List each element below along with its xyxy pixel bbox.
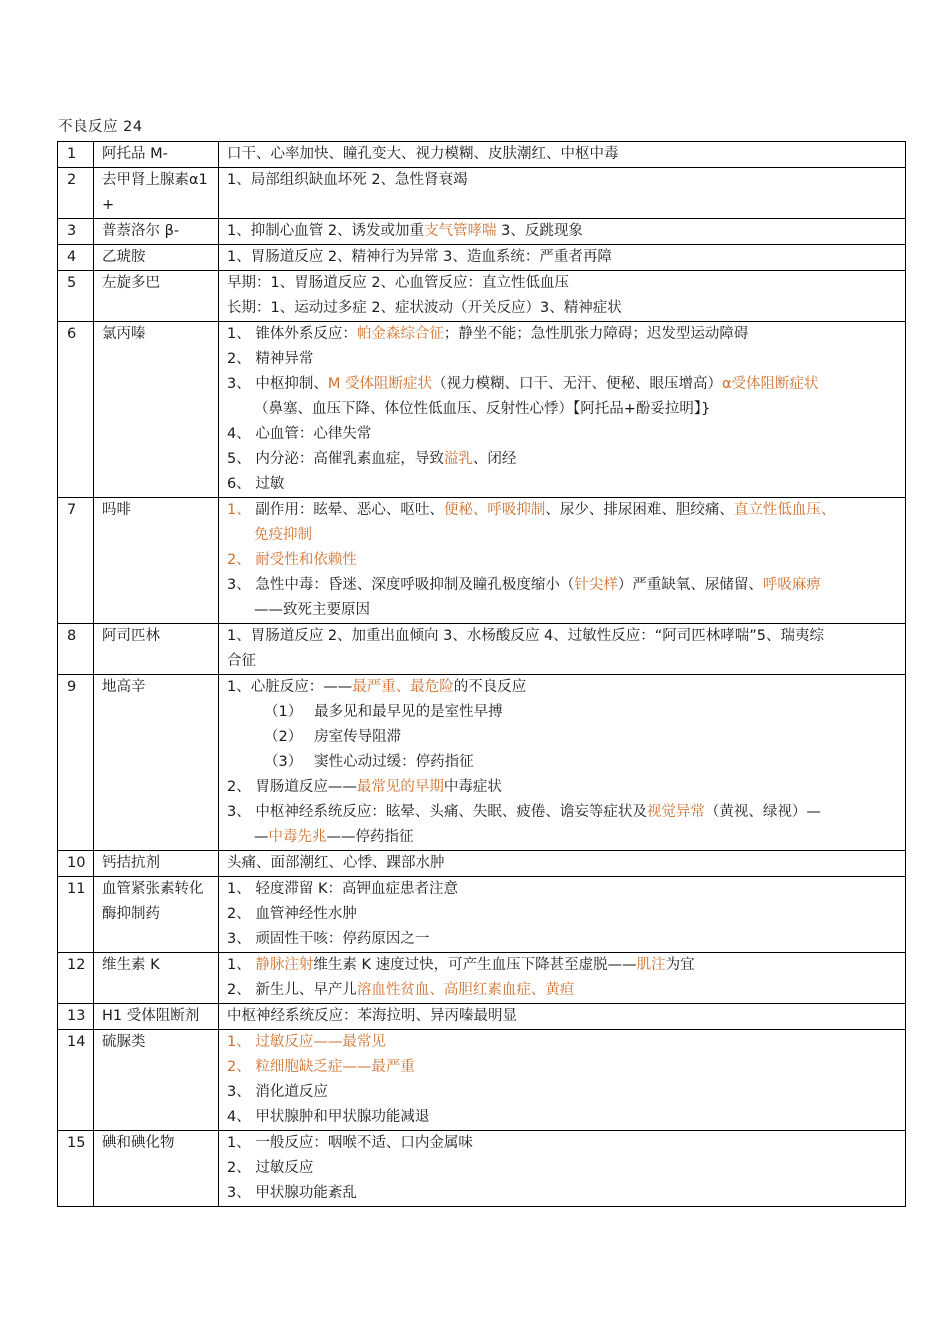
drug-name: 硫脲类 — [94, 1030, 219, 1131]
reaction-text: 1、 轻度滞留 K：高钾血症患者注意 — [227, 881, 458, 897]
row-number: 1 — [58, 142, 94, 168]
reaction-text: 3、 甲状腺功能紊乱 — [227, 1185, 357, 1201]
reaction-text: 4、 甲状腺肿和甲状腺功能减退 — [227, 1109, 430, 1125]
row-number: 10 — [58, 851, 94, 877]
reaction-line — [227, 523, 899, 548]
reaction-cell — [219, 168, 906, 219]
reaction-line — [227, 953, 899, 978]
reaction-text: ）严重缺氧、尿储留、 — [617, 577, 763, 593]
row-number: 7 — [58, 498, 94, 624]
highlighted-text: 呼吸麻痹 — [762, 577, 821, 593]
reaction-line — [227, 825, 899, 850]
row-number: 2 — [58, 168, 94, 219]
reaction-text: 1、局部组织缺血坏死 2、急性肾衰竭 — [227, 172, 468, 188]
reaction-cell — [219, 1131, 906, 1207]
reaction-line — [227, 1181, 899, 1206]
reaction-line — [227, 447, 899, 472]
reaction-text: 2、 胃肠道反应—— — [227, 779, 357, 795]
reaction-text: 1、心脏反应：—— — [227, 679, 353, 695]
reaction-line — [227, 725, 899, 750]
reaction-text: （1） 最多见和最早见的是室性早搏 — [264, 704, 503, 720]
row-number: 5 — [58, 271, 94, 322]
reaction-text: 维生素 K 速度过快，可产生血压下降甚至虚脱—— — [313, 957, 637, 973]
table-row — [58, 1004, 906, 1030]
row-number: 11 — [58, 877, 94, 953]
document-title: 不良反应 24 — [58, 119, 143, 135]
highlighted-text: 1、 — [227, 502, 251, 518]
reaction-text: 3、 消化道反应 — [227, 1084, 328, 1100]
reaction-line — [227, 1004, 899, 1029]
reaction-line — [227, 422, 899, 447]
table-row — [58, 624, 906, 675]
drug-name: 氯丙嗪 — [94, 322, 219, 498]
table-row — [58, 1030, 906, 1131]
reaction-line — [227, 1105, 899, 1130]
row-number: 12 — [58, 953, 94, 1004]
table-row — [58, 675, 906, 851]
highlighted-text: 溶血性贫血、高胆红素血症、黄疸 — [356, 982, 575, 998]
reaction-text: 2、 过敏反应 — [227, 1160, 314, 1176]
adverse-reactions-table — [57, 141, 906, 1207]
reaction-line — [227, 624, 899, 649]
reaction-text: 中毒症状 — [443, 779, 502, 795]
reaction-line — [227, 877, 899, 902]
reaction-line — [227, 1030, 899, 1055]
drug-name: 阿托品 M- — [94, 142, 219, 168]
reaction-text: 1、胃肠道反应 2、精神行为异常 3、造血系统：严重者再障 — [227, 249, 612, 265]
reaction-text: 副作用：眩晕、恶心、呕吐、 — [250, 502, 444, 518]
reaction-text: 4、 心血管：心律失常 — [227, 426, 372, 442]
row-number: 15 — [58, 1131, 94, 1207]
highlighted-text: 2、 耐受性和依赖性 — [227, 552, 357, 568]
reaction-text: 5、 内分泌：高催乳素血症，导致 — [227, 451, 444, 467]
drug-name: 钙拮抗剂 — [94, 851, 219, 877]
reaction-cell — [219, 322, 906, 498]
reaction-text: 3、反跳现象 — [496, 223, 583, 239]
drug-name: 血管紧张素转化酶抑制药 — [94, 877, 219, 953]
table-row — [58, 168, 906, 219]
reaction-line — [227, 573, 899, 598]
row-number: 3 — [58, 219, 94, 245]
reaction-line — [227, 700, 899, 725]
table-row — [58, 498, 906, 624]
reaction-text: 为宜 — [665, 957, 695, 973]
highlighted-text: 便秘、呼吸抑制 — [443, 502, 546, 518]
reaction-text: 3、 中枢神经系统反应：眩晕、头痛、失眠、疲倦、谵妄等症状及 — [227, 804, 647, 820]
reaction-cell — [219, 675, 906, 851]
reaction-text: 2、 新生儿、早产儿 — [227, 982, 357, 998]
reaction-text: 3、 顽固性干咳：停药原因之一 — [227, 931, 430, 947]
reaction-line — [227, 372, 899, 397]
reaction-cell — [219, 953, 906, 1004]
reaction-text: ；静坐不能；急性肌张力障碍；迟发型运动障碍 — [443, 326, 749, 342]
row-number: 14 — [58, 1030, 94, 1131]
table-row — [58, 953, 906, 1004]
highlighted-text: 静脉注射 — [255, 957, 314, 973]
reaction-text: 1、 一般反应：咽喉不适、口内金属味 — [227, 1135, 473, 1151]
highlighted-text: M 受体阻断症状 — [327, 376, 432, 392]
highlighted-text: 1、 过敏反应——最常见 — [227, 1034, 386, 1050]
reaction-line — [227, 800, 899, 825]
reaction-text: ——致死主要原因 — [254, 602, 370, 618]
reaction-text: 1、抑制心血管 2、诱发或加重 — [227, 223, 425, 239]
reaction-line — [227, 271, 899, 296]
reaction-cell — [219, 1004, 906, 1030]
drug-name: 左旋多巴 — [94, 271, 219, 322]
reaction-line — [227, 498, 899, 523]
reaction-cell — [219, 624, 906, 675]
drug-name: 碘和碘化物 — [94, 1131, 219, 1207]
reaction-line — [227, 472, 899, 497]
reaction-cell — [219, 245, 906, 271]
reaction-text: 合征 — [227, 653, 256, 669]
row-number: 6 — [58, 322, 94, 498]
drug-name: 乙琥胺 — [94, 245, 219, 271]
reaction-text: 、闭经 — [472, 451, 517, 467]
row-number: 9 — [58, 675, 94, 851]
reaction-text: （鼻塞、血压下降、体位性低血压、反射性心悸）【阿托品+酚妥拉明】} — [254, 401, 711, 417]
table-row — [58, 1131, 906, 1207]
reaction-text: 、尿少、排尿困难、胆绞痛、 — [545, 502, 734, 518]
highlighted-text: 最常见的早期 — [356, 779, 444, 795]
highlighted-text: 肌注 — [636, 957, 666, 973]
reaction-cell — [219, 271, 906, 322]
highlighted-text: 视觉异常 — [646, 804, 705, 820]
highlighted-text: 支气管哮喘 — [424, 223, 497, 239]
reaction-line — [227, 902, 899, 927]
drug-name: 普萘洛尔 β- — [94, 219, 219, 245]
highlighted-text: 直立性低血压、 — [733, 502, 836, 518]
reaction-text: 1、 — [227, 957, 256, 973]
table-row — [58, 322, 906, 498]
reaction-text: （视力模糊、口干、无汗、便秘、眼压增高） — [431, 376, 722, 392]
drug-name: 吗啡 — [94, 498, 219, 624]
reaction-text: （黄视、绿视）— — [704, 804, 821, 820]
table-row — [58, 851, 906, 877]
reaction-line — [227, 927, 899, 952]
table-row — [58, 877, 906, 953]
table-row — [58, 142, 906, 168]
reaction-text: （2） 房室传导阻滞 — [264, 729, 402, 745]
table-row — [58, 271, 906, 322]
reaction-text: 口干、心率加快、瞳孔变大、视力模糊、皮肤潮红、中枢中毒 — [227, 146, 619, 162]
reaction-cell — [219, 219, 906, 245]
table-row — [58, 219, 906, 245]
highlighted-text: 中毒先兆 — [268, 829, 327, 845]
reaction-line — [227, 649, 899, 674]
reaction-text: 1、 锥体外系反应： — [227, 326, 357, 342]
reaction-line — [227, 1131, 899, 1156]
reaction-line — [227, 219, 899, 244]
row-number: 13 — [58, 1004, 94, 1030]
highlighted-text: 帕金森综合征 — [356, 326, 444, 342]
reaction-text: 2、 精神异常 — [227, 351, 314, 367]
reaction-line — [227, 322, 899, 347]
reaction-cell — [219, 498, 906, 624]
reaction-line — [227, 750, 899, 775]
reaction-line — [227, 978, 899, 1003]
reaction-line — [227, 851, 899, 876]
drug-name: 去甲肾上腺素α1+ — [94, 168, 219, 219]
reaction-line — [227, 296, 899, 321]
reaction-line — [227, 142, 899, 167]
highlighted-text: 免疫抑制 — [254, 527, 312, 543]
reaction-line — [227, 1080, 899, 1105]
drug-name: H1 受体阻断剂 — [94, 1004, 219, 1030]
reaction-line — [227, 548, 899, 573]
reaction-line — [227, 347, 899, 372]
drug-name: 地高辛 — [94, 675, 219, 851]
reaction-cell — [219, 1030, 906, 1131]
reaction-text: 3、 急性中毒：昏迷、深度呼吸抑制及瞳孔极度缩小（ — [227, 577, 575, 593]
reaction-text: 3、 中枢抑制、 — [227, 376, 328, 392]
reaction-text: （3） 窦性心动过缓：停药指征 — [264, 754, 474, 770]
reaction-text: 的不良反应 — [453, 679, 527, 695]
reaction-line — [227, 675, 899, 700]
table-row — [58, 245, 906, 271]
highlighted-text: 针尖样 — [574, 577, 618, 593]
highlighted-text: α受体阻断症状 — [721, 376, 819, 392]
reaction-cell — [219, 877, 906, 953]
reaction-text: 6、 过敏 — [227, 476, 285, 492]
table-body — [58, 142, 906, 1207]
row-number: 8 — [58, 624, 94, 675]
drug-name: 阿司匹林 — [94, 624, 219, 675]
reaction-text: 长期：1、运动过多症 2、症状波动（开关反应）3、精神症状 — [227, 300, 622, 316]
reaction-line — [227, 168, 899, 193]
reaction-line — [227, 775, 899, 800]
highlighted-text: 最严重、最危险 — [352, 679, 454, 695]
reaction-line — [227, 397, 899, 422]
drug-name: 维生素 K — [94, 953, 219, 1004]
reaction-text: 早期：1、胃肠道反应 2、心血管反应：直立性低血压 — [227, 275, 570, 291]
reaction-line — [227, 1055, 899, 1080]
highlighted-text: 溢乳 — [443, 451, 473, 467]
reaction-text: 中枢神经系统反应：苯海拉明、异丙嗪最明显 — [227, 1008, 517, 1024]
reaction-line — [227, 245, 899, 270]
reaction-cell — [219, 851, 906, 877]
reaction-cell — [219, 142, 906, 168]
reaction-line — [227, 1156, 899, 1181]
reaction-text: 2、 血管神经性水肿 — [227, 906, 357, 922]
highlighted-text: 2、 粒细胞缺乏症——最严重 — [227, 1059, 415, 1075]
reaction-text: ——停药指征 — [326, 829, 414, 845]
row-number: 4 — [58, 245, 94, 271]
reaction-text: 头痛、面部潮红、心悸、踝部水肿 — [227, 855, 445, 871]
reaction-text: — — [254, 829, 269, 845]
reaction-text: 1、胃肠道反应 2、加重出血倾向 3、水杨酸反应 4、过敏性反应：“阿司匹林哮喘”5、瑞夷综 — [227, 628, 824, 644]
reaction-line — [227, 598, 899, 623]
